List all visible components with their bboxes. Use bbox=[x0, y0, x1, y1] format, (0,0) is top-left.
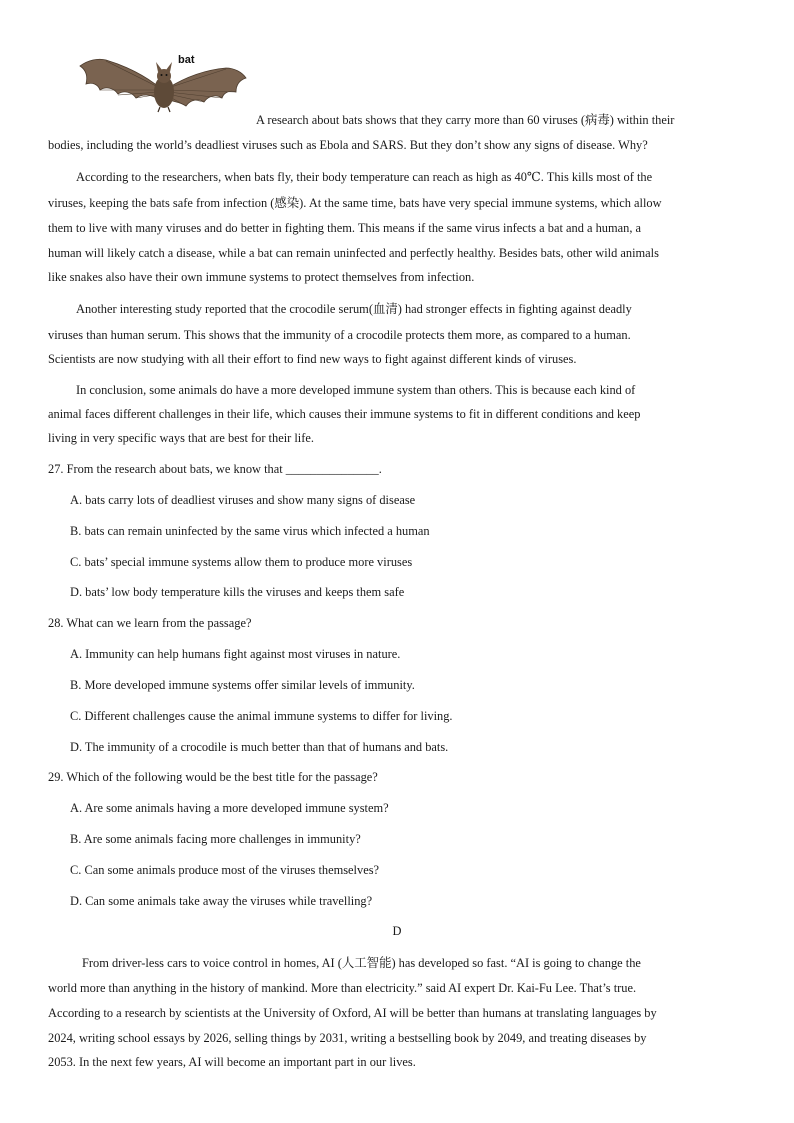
passage-p2-line-5: like snakes also have their own immune systems to protect themselves from infection. bbox=[48, 270, 475, 284]
question-27-option-d: D. bats’ low body temperature kills the viruses and keeps them safe bbox=[70, 585, 405, 599]
passage-p1-line-1: A research about bats shows that they carry more than 60 viruses (病毒) within their bbox=[256, 113, 675, 127]
question-29-option-a: A. Are some animals having a more developed immune system? bbox=[70, 801, 389, 815]
question-29-option-b: B. Are some animals facing more challenges in immunity? bbox=[70, 832, 361, 846]
section-d-p1-line-2: world more than anything in the history of mankind. More than electricity.” said AI expert Dr. Kai-Fu Lee. That’s true. bbox=[48, 981, 637, 995]
question-28-option-d: D. The immunity of a crocodile is much better than that of humans and bats. bbox=[70, 740, 449, 754]
bat-label: bat bbox=[178, 54, 195, 66]
bat-illustration bbox=[76, 52, 248, 118]
question-29-option-d: D. Can some animals take away the viruses while travelling? bbox=[70, 894, 373, 908]
passage-p4-line-1: In conclusion, some animals do have a more developed immune system than others. This is because each kind of bbox=[76, 383, 636, 397]
passage-p4-line-2: animal faces different challenges in their life, which causes their immune systems to fit in different conditions and keep bbox=[48, 407, 641, 421]
passage-p2-line-1: According to the researchers, when bats fly, their body temperature can reach as high as 40℃. This kills most of the bbox=[76, 170, 653, 184]
question-28-stem: 28. What can we learn from the passage? bbox=[48, 616, 252, 630]
passage-p2-line-4: human will likely catch a disease, while a bat can remain uninfected and perfectly healthy. Besides bats, other wild animals bbox=[48, 246, 659, 260]
question-29-stem: 29. Which of the following would be the best title for the passage? bbox=[48, 770, 378, 784]
question-27-option-a: A. bats carry lots of deadliest viruses and show many signs of disease bbox=[70, 493, 416, 507]
question-28-option-b: B. More developed immune systems offer similar levels of immunity. bbox=[70, 678, 415, 692]
passage-p4-line-3: living in very specific ways that are best for their life. bbox=[48, 431, 314, 445]
passage-p3-line-1: Another interesting study reported that the crocodile serum(血清) had stronger effects in fighting against deadly bbox=[76, 302, 632, 316]
passage-p2-line-3: them to live with many viruses and do better in fighting them. This means if the same virus infects a bat and a human, a bbox=[48, 221, 642, 235]
section-d-p1-line-3: According to a research by scientists at the University of Oxford, AI will be better than humans at translating languages by bbox=[48, 1006, 657, 1020]
question-27-option-b: B. bats can remain uninfected by the same virus which infected a human bbox=[70, 524, 430, 538]
bat-image bbox=[76, 52, 248, 118]
section-d-p1-line-4: 2024, writing school essays by 2026, selling things by 2031, writing a bestselling book by 2049, and treating diseases by bbox=[48, 1031, 647, 1045]
question-29-option-c: C. Can some animals produce most of the viruses themselves? bbox=[70, 863, 380, 877]
question-27-stem: 27. From the research about bats, we know that _______________. bbox=[48, 462, 382, 476]
passage-p3-line-3: Scientists are now studying with all their effort to find new ways to fight against different kinds of viruses. bbox=[48, 352, 577, 366]
passage-p1-line-2: bodies, including the world’s deadliest viruses such as Ebola and SARS. But they don’t show any signs of disease. Why? bbox=[48, 138, 648, 152]
passage-p2-line-2: viruses, keeping the bats safe from infection (感染). At the same time, bats have very special immune systems, which allow bbox=[48, 196, 662, 210]
passage-p3-line-2: viruses than human serum. This shows that the immunity of a crocodile protects them more, as compared to a human. bbox=[48, 328, 631, 342]
question-28-option-c: C. Different challenges cause the animal immune systems to differ for living. bbox=[70, 709, 453, 723]
section-d-p1-line-1: From driver-less cars to voice control in homes, AI (人工智能) has developed so fast. “AI is going to change the bbox=[82, 956, 641, 970]
question-27-option-c: C. bats’ special immune systems allow them to produce more viruses bbox=[70, 555, 413, 569]
section-d-p1-line-5: 2053. In the next few years, AI will become an important part in our lives. bbox=[48, 1055, 416, 1069]
section-d-heading: D bbox=[392, 924, 402, 938]
question-28-option-a: A. Immunity can help humans fight against most viruses in nature. bbox=[70, 647, 401, 661]
